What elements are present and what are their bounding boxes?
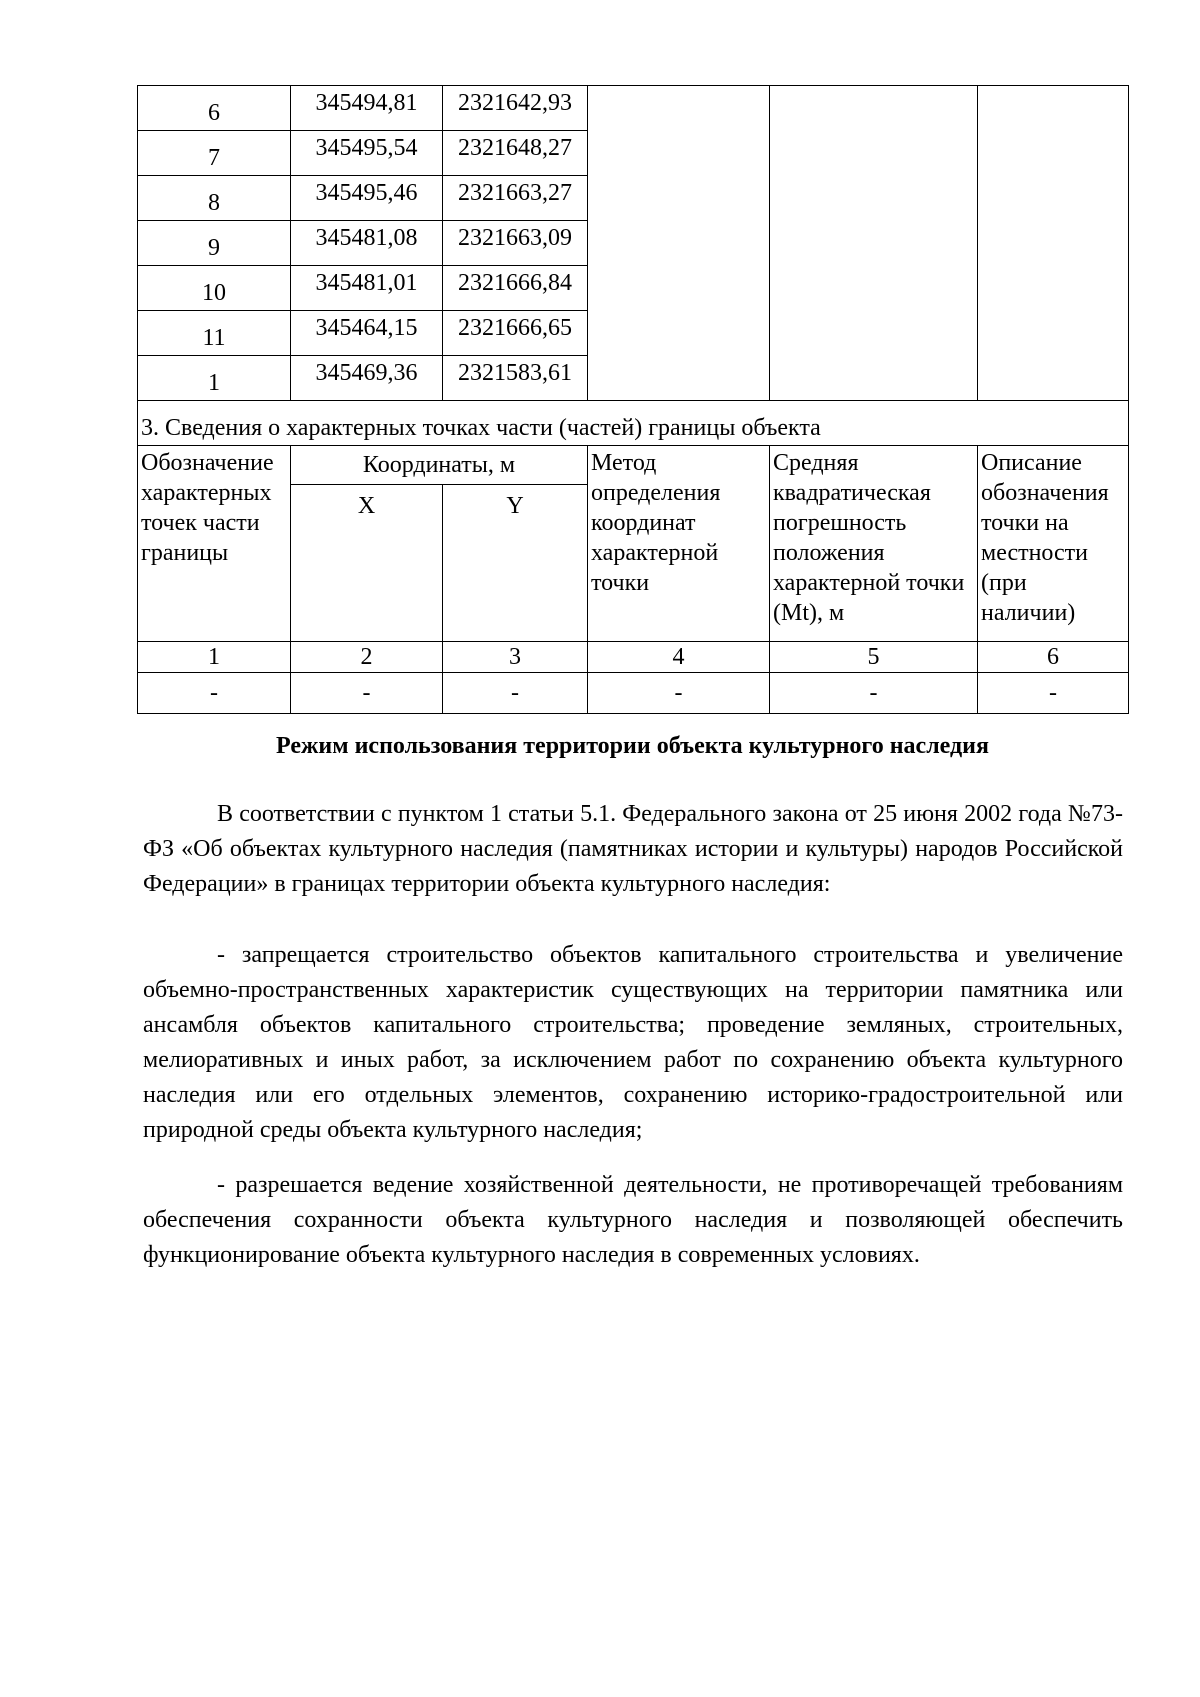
coord-y: 2321663,27	[443, 176, 588, 221]
point-number: 9	[138, 221, 291, 266]
header-y: Y	[443, 485, 588, 642]
header-error: Средняя квадратическая погрешность положения характерной точки (Mt), м	[770, 446, 978, 642]
coord-y: 2321663,09	[443, 221, 588, 266]
data-cell: -	[291, 673, 443, 714]
data-cell: -	[978, 673, 1129, 714]
point-number: 6	[138, 86, 291, 131]
header-designation: Обозначение характерных точек части границы	[138, 446, 291, 642]
coord-x: 345481,08	[291, 221, 443, 266]
header-method: Метод определения координат характерной точки	[588, 446, 770, 642]
paragraph: - разрешается ведение хозяйственной деятельности, не противоречащей требованиям обеспечения сохранности объекта культурного наследия и позволяющей обеспечить функционирование объекта культурного наследия в современных условиях.	[143, 1172, 1123, 1268]
coord-x: 345464,15	[291, 311, 443, 356]
header-description: Описание обозначения точки на местности (при наличии)	[978, 446, 1129, 642]
header-x: X	[291, 485, 443, 642]
column-number: 6	[978, 642, 1129, 673]
empty-cell	[978, 86, 1129, 401]
column-number-row	[138, 642, 1129, 673]
column-number: 5	[770, 642, 978, 673]
coord-y: 2321666,65	[443, 311, 588, 356]
data-cell: -	[588, 673, 770, 714]
data-cell: -	[770, 673, 978, 714]
point-number: 11	[138, 311, 291, 356]
coord-x: 345494,81	[291, 86, 443, 131]
paragraph: - запрещается строительство объектов капитального строительства и увеличение объемно-пространственных характеристик существующих на территории памятника или ансамбля объектов капитального строительства; проведение земляных, строительных, мелиоративных и иных работ, за исключением работ по сохранению объекта культурного наследия или его отдельных элементов, сохранению историко-градостроительной или природной среды объекта культурного наследия;	[143, 942, 1123, 1143]
coord-y: 2321648,27	[443, 131, 588, 176]
point-number: 10	[138, 266, 291, 311]
column-number: 4	[588, 642, 770, 673]
coord-x: 345481,01	[291, 266, 443, 311]
coord-y: 2321583,61	[443, 356, 588, 401]
column-number: 1	[138, 642, 291, 673]
header-coordinates: Координаты, м	[291, 446, 588, 485]
paragraph: В соответствии с пунктом 1 статьи 5.1. Федерального закона от 25 июня 2002 года №73-ФЗ «Об объектах культурного наследия (памятниках истории и культуры) народов Российской Федерации» в границах территории объекта культурного наследия:	[143, 801, 1123, 897]
coord-y: 2321666,84	[443, 266, 588, 311]
point-number: 7	[138, 131, 291, 176]
point-number: 1	[138, 356, 291, 401]
empty-cell	[588, 86, 770, 401]
table-row	[138, 86, 1129, 131]
point-number: 8	[138, 176, 291, 221]
table-row	[138, 673, 1129, 714]
coord-x: 345495,46	[291, 176, 443, 221]
regime-heading: Режим использования территории объекта культурного наследия	[276, 733, 989, 759]
column-number: 2	[291, 642, 443, 673]
coord-x: 345469,36	[291, 356, 443, 401]
data-cell: -	[138, 673, 291, 714]
section-title: 3. Сведения о характерных точках части (частей) границы объекта	[138, 401, 1129, 446]
data-cell: -	[443, 673, 588, 714]
coord-y: 2321642,93	[443, 86, 588, 131]
column-number: 3	[443, 642, 588, 673]
table-header-row	[138, 446, 1129, 485]
boundary-points-table	[137, 85, 1129, 714]
section-title-row	[138, 401, 1129, 446]
empty-cell	[770, 86, 978, 401]
coord-x: 345495,54	[291, 131, 443, 176]
